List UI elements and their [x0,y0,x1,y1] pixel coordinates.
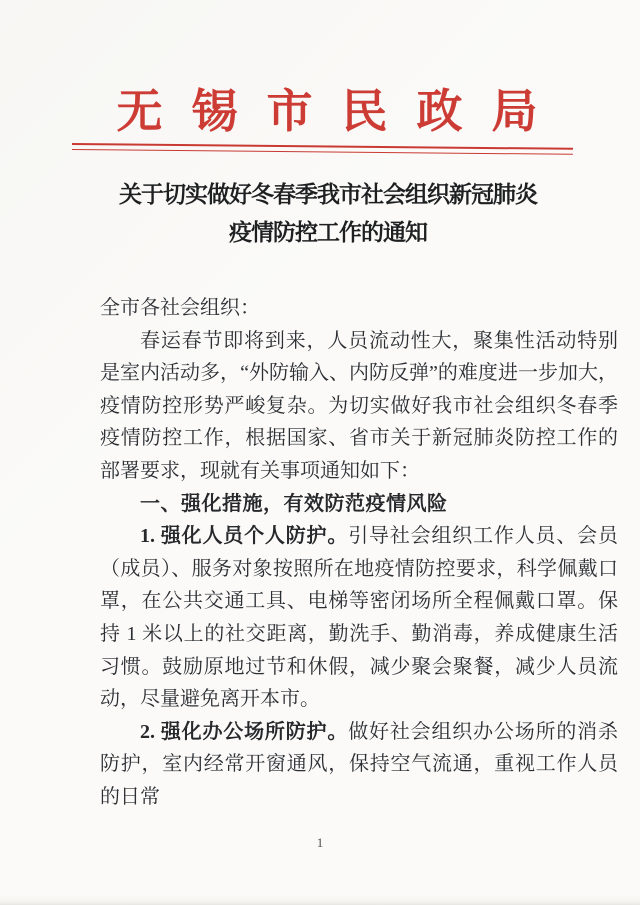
document-body [100,292,618,814]
item-2-paragraph [100,716,618,814]
section-1-heading: 一、强化措施，有效防范疫情风险 [140,492,448,515]
item-2-text: 做好社会组织办公场所的消杀防护，室内经常开窗通风，保持空气流通，重视工作人员的日常 [100,720,619,808]
page-number: 1 [316,835,324,850]
document-title-line2: 疫情防控工作的通知 [229,220,427,245]
item-1-text: 引导社会组织工作人员、会员（成员）、服务对象按照所在地疫情防控要求，科学佩戴口罩，在公共交通工具、电梯等密闭场所全程佩戴口罩。保持 1 米以上的社交距离，勤洗手、勤消毒，养成健康生活习惯。鼓励原地过节和休假，减少聚会聚餐，减少人员流动，尽量避免离开本市。 [100,525,619,711]
document-title-line1: 关于切实做好冬春季我市社会组织新冠肺炎 [119,182,537,207]
intro-paragraph: 春运春节即将到来，人员流动性大，聚集性活动特别是室内活动多，“外防输入、内防反弹”的难度进一步加大，疫情防控形势严峻复杂。为切实做好我市社会组织冬春季疫情防控工作，根据国家、省市关于新冠肺炎防控工作的部署要求，现就有关事项通知如下： [100,329,618,482]
letterhead-agency-name: 无锡市民政局 [116,86,567,137]
letterhead-divider-rule [72,143,573,155]
item-2-lead: 2. 强化办公场所防护。 [140,720,349,743]
letterhead [0,84,640,140]
salutation: 全市各社会组织： [100,297,260,319]
item-1-lead: 1. 强化人员个人防护。 [140,525,349,548]
item-1-paragraph [100,520,618,716]
document-title [8,176,640,252]
